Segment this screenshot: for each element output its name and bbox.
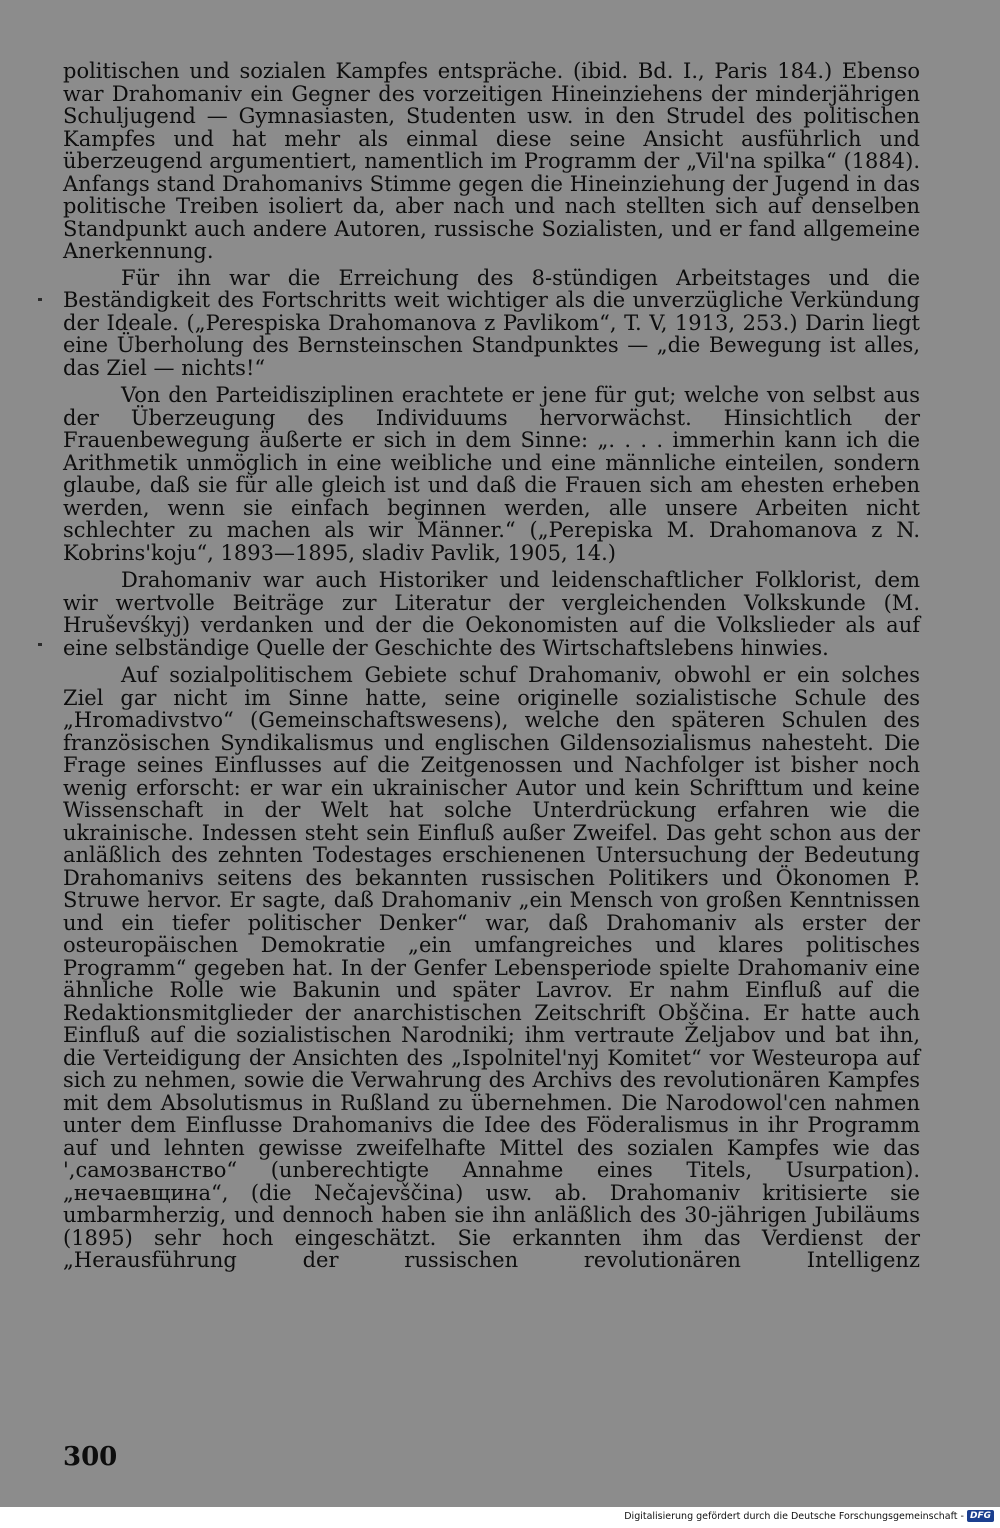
paragraph-2: Für ihn war die Erreichung des 8-stündigen Arbeitstages und die Beständigkeit des Fortschritts weit wichtiger als die unverzügliche Verkündung der Ideale. („Perespiska Drahomanova z Pavlikom“, T. V, 1913, 253.) Darin liegt eine Überholung des Bernsteinschen Standpunktes — „die Bewegung ist alles, das Ziel — nichts!“ bbox=[63, 265, 920, 380]
page-number: 300 bbox=[63, 1442, 118, 1472]
margin-mark bbox=[38, 298, 42, 301]
paragraph-5: Auf sozialpolitischem Gebiete schuf Drahomaniv, obwohl er ein solches Ziel gar nicht im Sinne hatte, seine originelle sozialistische Schule des „Hromadivstvo“ (Gemeinschaftswesens), welche den späteren Schulen des französischen Syndikalismus und englischen Gildensozialismus nahesteht. Die Frage seines Einflusses auf die Zeitgenossen und Nachfolger ist bisher noch wenig erforscht: er war ein ukrainischer Autor und kein Schrifttum und keine Wissenschaft in der Welt hat solche Unterdrückung erfahren wie die ukrainische. Indessen steht sein Einfluß außer Zweifel. Das geht schon aus der anläßlich des zehnten Todestages erschienenen Untersuchung der Bedeutung Drahomanivs seitens des bekannten russischen Politikers und Ökonomen P. Struwe hervor. Er sagte, daß Drahomaniv „ein Mensch von großen Kenntnissen und ein tiefer politischer Denker“ war, daß Drahomaniv als erster der osteuropäischen Demokratie „ein umfangreiches und klares politisches Programm“ gegeben hat. In der Genfer Lebensperiode spielte Drahomaniv eine ähnliche Rolle wie Bakunin und später Lavrov. Er nahm Einfluß auf die Redaktionsmitglieder der anarchistischen Zeitschrift Obščina. Er hatte auch Einfluß auf die sozialistischen Narodniki; ihm vertraute Željabov und bat ihn, die Verteidigung der Ansichten des „Ispolnitel'nyj Komitet“ vor Westeuropa auf sich zu nehmen, sowie die Verwahrung des Archivs des revolutionären Kampfes mit dem Absolutismus in Rußland zu übernehmen. Die Narodowol'cen nahmen unter dem Einflusse Drahomanivs die Idee des Föderalismus in ihr Programm auf und lehnten gewisse zweifelhafte Mittel des sozialen Kampfes wie das ',самозванство“ (unberechtigte Annahme eines Titels, Usurpation). „нечаевщина“, (die Nečajevščina) usw. ab. Drahomaniv kritisierte sie umbarmherzig, und dennoch haben sie ihn anläßlich des 30-jährigen Jubiläums (1895) sehr hoch eingeschätzt. Sie erkannten ihm das Verdienst der „Herausführung der russischen revolutionären Intelligenz bbox=[63, 663, 920, 1272]
body-text bbox=[63, 60, 920, 1277]
paragraph-4: Drahomaniv war auch Historiker und leidenschaftlicher Folklorist, dem wir wertvolle Beiträge zur Literatur der vergleichenden Volkskunde (M. Hruševśkyj) verdanken und der die Oekonomisten auf die Volkslieder als auf eine selbständige Quelle der Geschichte des Wirtschaftslebens hinwies. bbox=[63, 568, 920, 660]
paragraph-1: politischen und sozialen Kampfes entspräche. (ibid. Bd. I., Paris 184.) Ebenso war Drahomaniv ein Gegner des vorzeitigen Hineinziehens der minderjährigen Schuljugend — Gymnasiasten, Studenten usw. in den Strudel des politischen Kampfes und hat mehr als einmal diese seine Ansicht ausführlich und überzeugend argumentiert, namentlich im Programm der „Vil'na spilka“ (1884). Anfangs stand Drahomanivs Stimme gegen die Hineinziehung der Jugend in das politische Treiben isoliert da, aber nach und nach stellten sich auf denselben Standpunkt auch andere Autoren, russische Sozialisten, und er fand allgemeine Anerkennung. bbox=[63, 59, 920, 263]
dfg-logo-icon: DFG bbox=[967, 1510, 994, 1522]
margin-mark bbox=[38, 643, 42, 646]
digitization-footer bbox=[624, 1510, 994, 1522]
footer-text: Digitalisierung gefördert durch die Deutsche Forschungsgemeinschaft - bbox=[624, 1510, 964, 1522]
paragraph-3: Von den Parteidisziplinen erachtete er jene für gut; welche von selbst aus der Überzeugung des Individuums hervorwächst. Hinsichtlich der Frauenbewegung äußerte er sich in dem Sinne: „. . . . immerhin kann ich die Arithmetik unmöglich in eine weibliche und eine männliche einteilen, sondern glaube, daß sie für alle gleich ist und daß die Frauen sich am ehesten erheben werden, wenn sie einfach beginnen werden, alle unsere Arbeiten nicht schlechter zu machen als wir Männer.“ („Perepiska M. Drahomanova z N. Kobrins'koju“, 1893—1895, sladiv Pavlik, 1905, 14.) bbox=[63, 383, 920, 565]
